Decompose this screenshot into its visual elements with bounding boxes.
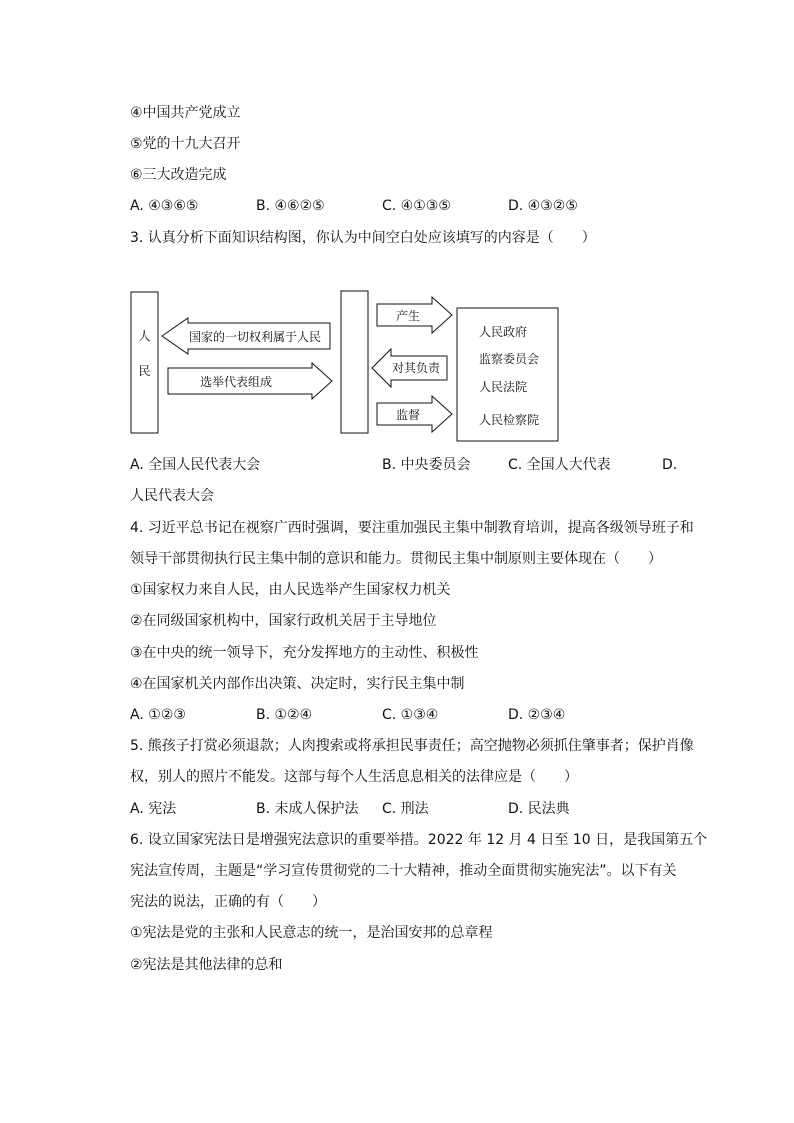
q3-option-d-text: 人民代表大会	[130, 488, 214, 504]
q4-item-1: ①国家权力来自人民，由人民选举产生国家权力机关	[130, 582, 451, 598]
q5-option-d[interactable]: D. 民法典	[508, 801, 570, 817]
q2-option-d[interactable]: D. ④③②⑤	[508, 198, 578, 214]
arrow-elect-label: 选举代表组成	[199, 375, 273, 389]
q3-option-d[interactable]: D.	[662, 457, 678, 473]
q4-option-d[interactable]: D. ②③④	[508, 707, 566, 723]
organ-procuratorate: 人民检察院	[479, 413, 540, 427]
q2-item-6: ⑥三大改造完成	[130, 167, 227, 183]
organ-government: 人民政府	[479, 325, 528, 339]
q5-stem-line-2: 权，别人的照片不能发。这部与每个人生活息息相关的法律应是（ ）	[130, 769, 578, 785]
arrow-responsible-label: 对其负责	[391, 361, 441, 375]
q4-item-4: ④在国家机关内部作出决策、决定时，实行民主集中制	[130, 676, 465, 692]
people-label-1: 人	[138, 329, 151, 343]
q3-stem: 3. 认真分析下面知识结构图，你认为中间空白处应该填写的内容是（ ）	[130, 230, 596, 246]
q4-item-2: ②在同级国家机构中，国家行政机关居于主导地位	[130, 613, 437, 629]
q6-stem-line-1: 6. 设立国家宪法日是增强宪法意识的重要举措。2022 年 12 月 4 日至 10 日，是我国第五个	[130, 832, 708, 848]
q2-option-a[interactable]: A. ④③⑥⑤	[130, 198, 199, 214]
arrow-supervise-label: 监督	[395, 408, 421, 422]
q3-option-a[interactable]: A. 全国人民代表大会	[130, 457, 261, 473]
q5-option-c[interactable]: C. 刑法	[382, 801, 429, 817]
q4-item-3: ③在中央的统一领导下，充分发挥地方的主动性、积极性	[130, 645, 479, 661]
organ-supervisory-commission: 监察委员会	[479, 352, 540, 366]
blank-center-box	[341, 291, 368, 433]
q2-option-b[interactable]: B. ④⑥②⑤	[256, 198, 325, 214]
q5-option-b[interactable]: B. 未成人保护法	[256, 801, 359, 817]
q3-option-b[interactable]: B. 中央委员会	[382, 457, 471, 473]
q6-item-1: ①宪法是党的主张和人民意志的统一，是治国安邦的总章程	[130, 925, 493, 941]
knowledge-structure-diagram	[125, 285, 565, 445]
people-label-2: 民	[138, 364, 151, 378]
organ-court: 人民法院	[479, 380, 528, 394]
q6-stem-line-2: 宪法宣传周，主题是“学习宣传贯彻党的二十大精神，推动全面贯彻实施宪法”。以下有关	[130, 863, 677, 879]
q4-stem-line-1: 4. 习近平总书记在视察广西时强调，要注重加强民主集中制教育培训，提高各级领导班子和	[130, 520, 694, 536]
q6-item-2: ②宪法是其他法律的总和	[130, 957, 283, 973]
q6-stem-line-3: 宪法的说法，正确的有（ ）	[130, 894, 326, 910]
q4-option-b[interactable]: B. ①②④	[256, 707, 313, 723]
people-box	[131, 292, 158, 433]
q5-stem-line-1: 5. 熊孩子打赏必须退款；人肉搜索或将承担民事责任；高空抛物必须抓住肇事者；保护肖像	[130, 738, 694, 754]
arrow-power-label: 国家的一切权利属于人民	[188, 330, 322, 344]
q3-option-c[interactable]: C. 全国人大代表	[508, 457, 611, 473]
q4-option-a[interactable]: A. ①②③	[130, 707, 186, 723]
q4-stem-line-2: 领导干部贯彻执行民主集中制的意识和能力。贯彻民主集中制原则主要体现在（ ）	[130, 551, 662, 567]
q2-item-5: ⑤党的十九大召开	[130, 136, 241, 152]
q2-item-4: ④中国共产党成立	[130, 105, 241, 121]
q4-option-c[interactable]: C. ①③④	[382, 707, 439, 723]
q5-option-a[interactable]: A. 宪法	[130, 801, 177, 817]
q2-option-c[interactable]: C. ④①③⑤	[382, 198, 451, 214]
arrow-produce-label: 产生	[395, 309, 421, 323]
